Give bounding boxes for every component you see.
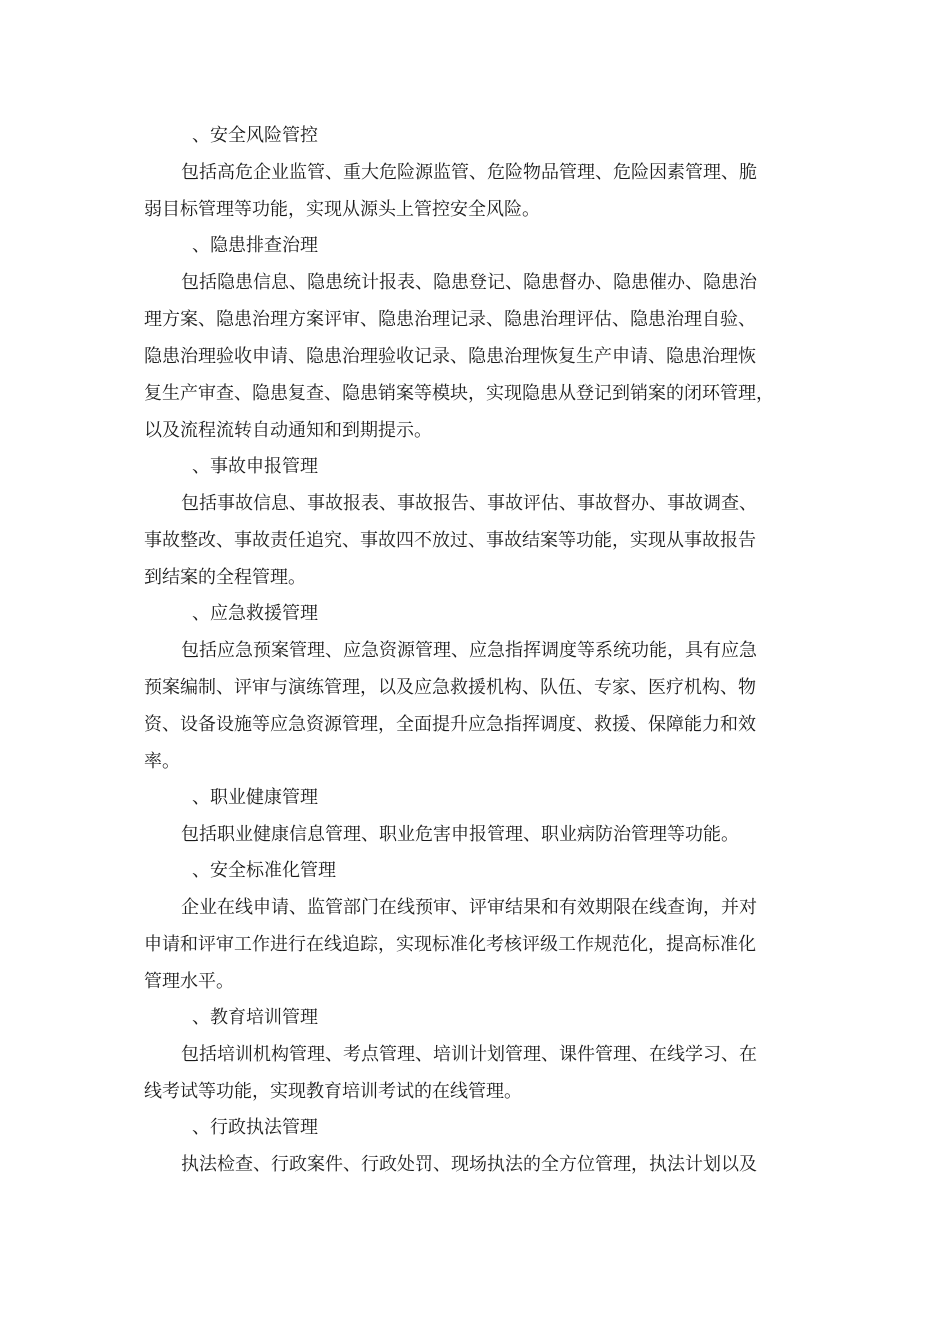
paragraph-line: 复生产审查、隐患复查、隐患销案等模块，实现隐患从登记到销案的闭环管理， <box>144 383 774 404</box>
paragraph-line: 包括高危企业监管、重大危险源监管、危险物品管理、危险因素管理、脆 <box>181 162 757 183</box>
section-administrative-enforcement <box>144 1110 824 1183</box>
paragraph-line: 资、设备设施等应急资源管理，全面提升应急指挥调度、救援、保障能力和效 <box>144 714 756 735</box>
paragraph-line: 包括职业健康信息管理、职业危害申报管理、职业病防治管理等功能。 <box>181 824 739 845</box>
section-safety-risk <box>144 118 824 228</box>
section-emergency-rescue <box>144 596 824 780</box>
section-title: 、事故申报管理 <box>192 456 318 477</box>
paragraph-line: 到结案的全程管理。 <box>144 567 306 588</box>
paragraph-line: 包括应急预案管理、应急资源管理、应急指挥调度等系统功能，具有应急 <box>181 640 757 661</box>
paragraph-line: 线考试等功能，实现教育培训考试的在线管理。 <box>144 1081 522 1102</box>
paragraph-line: 包括隐患信息、隐患统计报表、隐患登记、隐患督办、隐患催办、隐患治 <box>181 272 757 293</box>
section-accident-report <box>144 449 824 596</box>
document-body <box>144 118 824 1183</box>
section-paragraph <box>144 889 824 1000</box>
paragraph-line: 管理水平。 <box>144 971 234 992</box>
paragraph-line: 预案编制、评审与演练管理，以及应急救援机构、队伍、专家、医疗机构、物 <box>144 677 756 698</box>
paragraph-line: 事故整改、事故责任追究、事故四不放过、事故结案等功能，实现从事故报告 <box>144 530 756 551</box>
section-title: 、应急救援管理 <box>192 603 318 624</box>
paragraph-line: 弱目标管理等功能，实现从源头上管控安全风险。 <box>144 199 540 220</box>
section-title: 、行政执法管理 <box>192 1117 318 1138</box>
section-occupational-health <box>144 780 824 853</box>
paragraph-line: 隐患治理验收申请、隐患治理验收记录、隐患治理恢复生产申请、隐患治理恢 <box>144 346 756 367</box>
section-safety-standardization <box>144 853 824 1000</box>
paragraph-line: 包括培训机构管理、考点管理、培训计划管理、课件管理、在线学习、在 <box>181 1044 757 1065</box>
section-paragraph <box>144 485 824 596</box>
paragraph-line: 率。 <box>144 751 180 772</box>
section-paragraph <box>144 1036 824 1110</box>
paragraph-line: 包括事故信息、事故报表、事故报告、事故评估、事故督办、事故调查、 <box>181 493 757 514</box>
section-paragraph <box>144 1146 824 1183</box>
section-title: 、教育培训管理 <box>192 1007 318 1028</box>
section-paragraph <box>144 632 824 780</box>
section-title: 、安全标准化管理 <box>192 860 336 881</box>
paragraph-line: 执法检查、行政案件、行政处罚、现场执法的全方位管理，执法计划以及 <box>181 1154 757 1175</box>
section-education-training <box>144 1000 824 1110</box>
section-paragraph <box>144 154 824 228</box>
section-title: 、职业健康管理 <box>192 787 318 808</box>
section-title: 、安全风险管控 <box>192 125 318 146</box>
paragraph-line: 申请和评审工作进行在线追踪，实现标准化考核评级工作规范化，提高标准化 <box>144 934 756 955</box>
paragraph-line: 以及流程流转自动通知和到期提示。 <box>144 420 432 441</box>
paragraph-line: 企业在线申请、监管部门在线预审、评审结果和有效期限在线查询，并对 <box>181 897 757 918</box>
section-paragraph <box>144 816 824 853</box>
paragraph-line: 理方案、隐患治理方案评审、隐患治理记录、隐患治理评估、隐患治理自验、 <box>144 309 756 330</box>
section-hazard-inspection <box>144 228 824 449</box>
section-title: 、隐患排查治理 <box>192 235 318 256</box>
section-paragraph <box>144 264 824 449</box>
